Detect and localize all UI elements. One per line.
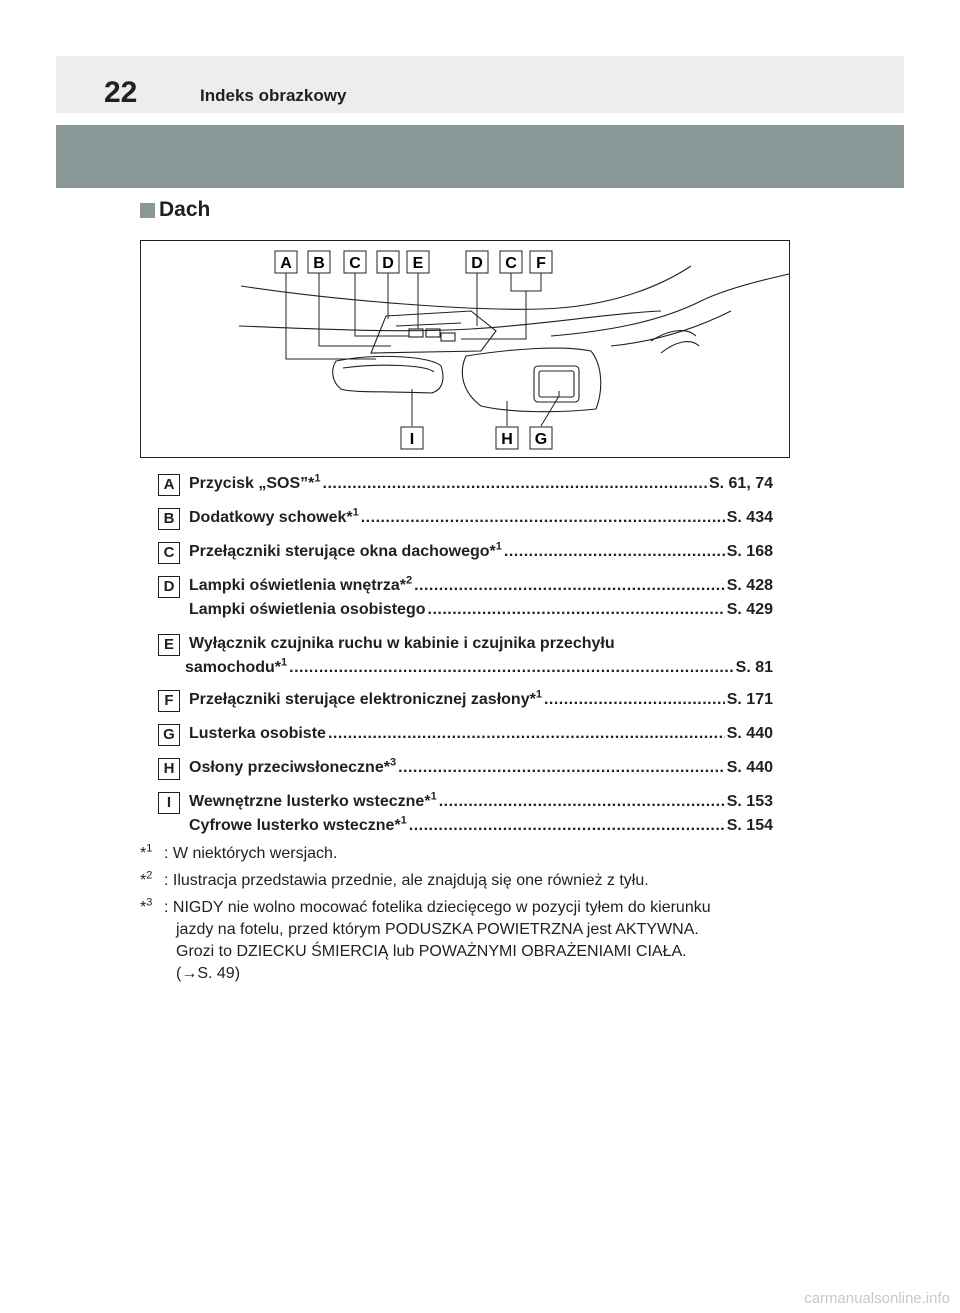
entry-badge: H [158, 758, 180, 780]
entry-text: Lampki oświetlenia wnętrza* [189, 577, 406, 594]
entry-f [158, 688, 773, 712]
page-reference[interactable]: S. 168 [726, 543, 773, 560]
roof-drawing [141, 241, 791, 459]
figure-label-f: F [536, 255, 546, 272]
entry-badge: I [158, 792, 180, 814]
entry-badge: G [158, 724, 180, 746]
page-reference[interactable]: S. 440 [726, 759, 773, 776]
figure-label-c2: C [505, 255, 517, 272]
entry-badge: A [158, 474, 180, 496]
entry-text: samochodu* [185, 659, 282, 676]
leader-dots [544, 688, 725, 712]
entry-text: Dodatkowy schowek* [189, 509, 353, 526]
entry-sup: 1 [495, 540, 502, 553]
figure-label-e: E [412, 255, 424, 272]
page-reference[interactable]: S. 153 [726, 793, 773, 810]
entry-e [158, 632, 773, 680]
footnote-mark: * [140, 845, 147, 862]
entry-b [158, 506, 773, 530]
figure-label-b: B [313, 255, 325, 272]
entry-g [158, 722, 773, 746]
page-reference[interactable]: S. 81 [735, 659, 773, 676]
page-reference[interactable]: S. 428 [726, 577, 773, 594]
footnote-sup: 2 [146, 869, 153, 882]
figure-label-a: A [280, 255, 292, 272]
entry-text: Lusterka osobiste [189, 725, 326, 742]
footnote-sup: 1 [146, 842, 153, 855]
page-reference[interactable]: S. 171 [726, 691, 773, 708]
page-reference[interactable]: S. 154 [726, 817, 773, 834]
entry-badge: D [158, 576, 180, 598]
footnote-text[interactable]: (→S. 49) [176, 965, 241, 982]
footnote-text: Grozi to DZIECKU ŚMIERCIĄ lub POWAŻNYMI OBRAŻENIAMI CIAŁA. [176, 943, 687, 960]
footnote-2 [140, 870, 780, 892]
figure-label-d: D [382, 255, 394, 272]
footnote-mark: * [140, 872, 147, 889]
leader-dots [398, 756, 725, 780]
entry-badge: E [158, 634, 180, 656]
entry-sup: 1 [352, 506, 359, 519]
entry-sup: 1 [400, 814, 407, 827]
page-reference[interactable]: S. 429 [726, 601, 773, 618]
entry-text: Lampki oświetlenia osobistego [189, 601, 426, 618]
footnote-text: : NIGDY nie wolno mocować fotelika dziecięcego w pozycji tyłem do kierunku [164, 899, 711, 916]
figure-label-c: C [349, 255, 361, 272]
leader-dots [414, 574, 725, 598]
entry-c [158, 540, 773, 564]
entry-text: Osłony przeciwsłoneczne* [189, 759, 390, 776]
leader-dots [289, 656, 734, 680]
entry-badge: C [158, 542, 180, 564]
page-reference[interactable]: S. 434 [726, 509, 773, 526]
section-title-text: Dach [159, 198, 211, 221]
entry-d [158, 574, 773, 622]
entry-badge: B [158, 508, 180, 530]
leader-dots [439, 790, 725, 814]
entry-text: Przełączniki sterujące elektronicznej zasłony* [189, 691, 536, 708]
leader-dots [323, 472, 707, 496]
entry-sup: 1 [535, 688, 542, 701]
page-number: 22 [104, 76, 138, 109]
header-title: Indeks obrazkowy [200, 86, 347, 105]
figure-label-i: I [409, 431, 415, 448]
figure-label-g: G [534, 431, 548, 448]
entry-h [158, 756, 773, 780]
entry-text: Przycisk „SOS”* [189, 475, 315, 492]
leader-dots [328, 722, 725, 746]
leader-dots [361, 506, 725, 530]
section-square-icon [140, 203, 155, 218]
leader-dots [504, 540, 725, 564]
entry-a [158, 472, 773, 496]
section-band [56, 125, 904, 188]
page-reference[interactable]: S. 61, 74 [708, 475, 773, 492]
leader-dots [428, 598, 725, 622]
footnote-text: : Ilustracja przedstawia przednie, ale znajdują się one również z tyłu. [164, 872, 649, 889]
entry-sup: 3 [389, 756, 397, 769]
header-bar [56, 56, 904, 113]
entry-sup: 1 [430, 790, 437, 803]
entry-text: Przełączniki sterujące okna dachowego* [189, 543, 496, 560]
footnote-mark: * [140, 899, 147, 916]
entry-text: Wyłącznik czujnika ruchu w kabinie i czujnika przechyłu [189, 635, 615, 652]
footnotes [140, 843, 780, 990]
entry-badge: F [158, 690, 180, 712]
entry-sup: 1 [281, 656, 288, 669]
page-reference[interactable]: S. 440 [726, 725, 773, 742]
footnote-3 [140, 897, 780, 985]
figure-label-d2: D [471, 255, 483, 272]
entry-i [158, 790, 773, 838]
section-title [140, 197, 210, 223]
leader-dots [409, 814, 725, 838]
entry-text: Cyfrowe lusterko wsteczne* [189, 817, 401, 834]
entry-text: Wewnętrzne lusterko wsteczne* [189, 793, 431, 810]
roof-illustration [140, 240, 790, 458]
entry-sup: 2 [405, 574, 413, 587]
watermark: carmanualsonline.info [804, 1290, 950, 1307]
footnote-text: : W niektórych wersjach. [164, 845, 338, 862]
footnote-1 [140, 843, 780, 865]
figure-label-h: H [501, 431, 513, 448]
footnote-text: jazdy na fotelu, przed którym PODUSZKA POWIETRZNA jest AKTYWNA. [176, 921, 699, 938]
entry-sup: 1 [314, 472, 321, 485]
footnote-sup: 3 [146, 896, 153, 909]
